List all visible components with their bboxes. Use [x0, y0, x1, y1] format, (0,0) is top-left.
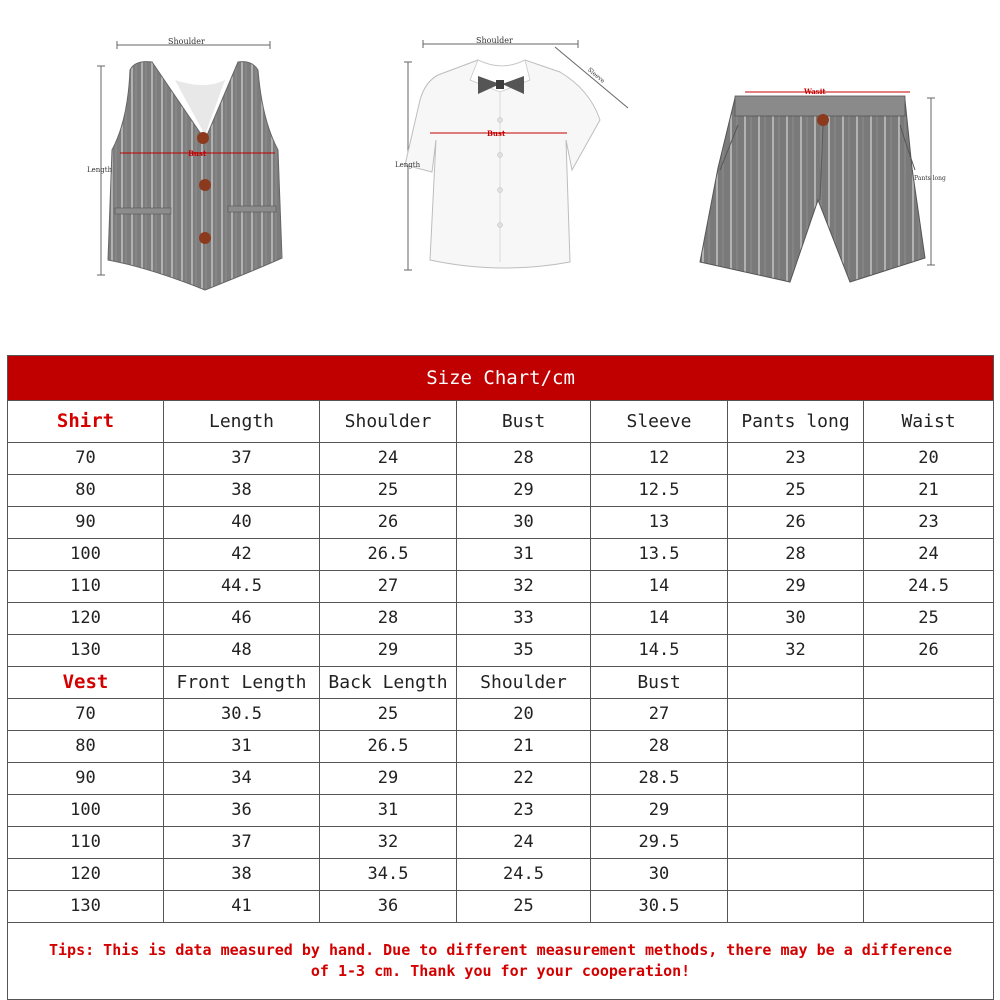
measurement-cell: 13.5 — [591, 539, 728, 571]
measurement-cell: 14 — [591, 571, 728, 603]
shirt-sleeve-label: Sleeve — [586, 66, 606, 85]
measurement-cell: 30.5 — [164, 699, 320, 731]
size-chart-table — [7, 355, 994, 1000]
size-cell: 80 — [8, 731, 164, 763]
measurement-cell — [728, 795, 864, 827]
tips-row — [8, 923, 994, 1000]
measurement-cell: 23 — [864, 507, 994, 539]
size-chart-title: Size Chart/cm — [8, 356, 994, 401]
measurement-cell: 20 — [457, 699, 591, 731]
product-illustrations — [0, 0, 1000, 340]
measurement-cell: 30.5 — [591, 891, 728, 923]
measurement-cell: 28.5 — [591, 763, 728, 795]
size-cell: 90 — [8, 763, 164, 795]
measurement-cell — [864, 731, 994, 763]
size-cell: 120 — [8, 859, 164, 891]
measurement-cell: 26 — [864, 635, 994, 667]
measurement-cell: 29 — [591, 795, 728, 827]
shirt-length-label: Length — [395, 161, 421, 169]
table-row — [8, 763, 994, 795]
vest-column-header: Shoulder — [457, 667, 591, 699]
shirt-column-header: Waist — [864, 401, 994, 443]
table-row — [8, 635, 994, 667]
vest-column-header: Front Length — [164, 667, 320, 699]
vest-bust-label: Bust — [188, 149, 207, 158]
table-row — [8, 731, 994, 763]
vest-header-row — [8, 667, 994, 699]
measurement-cell: 36 — [164, 795, 320, 827]
measurement-cell: 29 — [320, 635, 457, 667]
measurement-cell: 28 — [728, 539, 864, 571]
measurement-cell: 28 — [591, 731, 728, 763]
measurement-cell: 21 — [457, 731, 591, 763]
measurement-cell: 37 — [164, 443, 320, 475]
measurement-cell: 42 — [164, 539, 320, 571]
measurement-cell — [728, 731, 864, 763]
measurement-cell: 22 — [457, 763, 591, 795]
size-cell: 100 — [8, 795, 164, 827]
vest-length-label: Length — [87, 166, 113, 174]
measurement-cell: 21 — [864, 475, 994, 507]
measurement-cell — [728, 859, 864, 891]
measurement-cell: 24 — [864, 539, 994, 571]
shorts-pants-long-label: Pants long — [914, 175, 946, 182]
measurement-cell — [864, 891, 994, 923]
vest-column-header: Back Length — [320, 667, 457, 699]
measurement-cell: 31 — [320, 795, 457, 827]
measurement-cell: 25 — [457, 891, 591, 923]
table-row — [8, 539, 994, 571]
table-row — [8, 603, 994, 635]
measurement-cell: 34.5 — [320, 859, 457, 891]
measurement-cell: 34 — [164, 763, 320, 795]
measurement-cell: 25 — [320, 699, 457, 731]
measurement-cell — [864, 859, 994, 891]
size-cell: 100 — [8, 539, 164, 571]
measurement-cell: 24.5 — [457, 859, 591, 891]
measurement-cell: 30 — [728, 603, 864, 635]
measurement-cell: 26 — [728, 507, 864, 539]
table-row — [8, 475, 994, 507]
measurement-cell: 25 — [728, 475, 864, 507]
measurement-cell — [728, 827, 864, 859]
vest-drawing — [97, 41, 282, 290]
vest-column-header — [864, 667, 994, 699]
measurement-cell — [728, 891, 864, 923]
shorts-waist-label: Wasit — [804, 87, 826, 96]
garment-drawings — [0, 0, 1000, 340]
shirt-column-header: Length — [164, 401, 320, 443]
measurement-cell: 27 — [591, 699, 728, 731]
measurement-cell: 25 — [320, 475, 457, 507]
measurement-cell: 38 — [164, 475, 320, 507]
measurement-cell — [728, 763, 864, 795]
shirt-header-row — [8, 401, 994, 443]
measurement-cell: 29 — [728, 571, 864, 603]
measurement-cell: 13 — [591, 507, 728, 539]
vest-column-header — [728, 667, 864, 699]
measurement-cell: 29.5 — [591, 827, 728, 859]
size-cell: 110 — [8, 827, 164, 859]
shirt-column-header: Pants long — [728, 401, 864, 443]
measurement-cell: 36 — [320, 891, 457, 923]
measurement-cell: 24 — [457, 827, 591, 859]
size-cell: 90 — [8, 507, 164, 539]
measurement-cell: 25 — [864, 603, 994, 635]
size-cell: 130 — [8, 891, 164, 923]
measurement-cell — [864, 827, 994, 859]
measurement-cell: 46 — [164, 603, 320, 635]
measurement-cell: 44.5 — [164, 571, 320, 603]
measurement-cell: 14.5 — [591, 635, 728, 667]
measurement-cell: 31 — [457, 539, 591, 571]
measurement-cell — [864, 795, 994, 827]
measurement-cell — [864, 763, 994, 795]
measurement-cell: 40 — [164, 507, 320, 539]
shirt-column-header: Shoulder — [320, 401, 457, 443]
measurement-cell: 28 — [457, 443, 591, 475]
size-cell: 110 — [8, 571, 164, 603]
measurement-cell: 29 — [320, 763, 457, 795]
measurement-cell: 23 — [457, 795, 591, 827]
measurement-cell: 32 — [457, 571, 591, 603]
shirt-column-header: Sleeve — [591, 401, 728, 443]
measurement-cell: 12.5 — [591, 475, 728, 507]
size-cell: 80 — [8, 475, 164, 507]
measurement-cell: 23 — [728, 443, 864, 475]
shirt-shoulder-label: Shoulder — [476, 36, 513, 45]
shorts-drawing — [700, 92, 935, 282]
measurement-cell: 37 — [164, 827, 320, 859]
shirt-column-header: Bust — [457, 401, 591, 443]
measurement-cell: 32 — [728, 635, 864, 667]
measurement-cell: 12 — [591, 443, 728, 475]
measurement-cell — [728, 699, 864, 731]
size-cell: 120 — [8, 603, 164, 635]
measurement-cell: 30 — [457, 507, 591, 539]
table-row — [8, 443, 994, 475]
vest-shoulder-label: Shoulder — [168, 37, 205, 46]
size-cell: 70 — [8, 699, 164, 731]
measurement-cell — [864, 699, 994, 731]
table-row — [8, 699, 994, 731]
measurement-cell: 26 — [320, 507, 457, 539]
measurement-cell: 48 — [164, 635, 320, 667]
measurement-cell: 26.5 — [320, 731, 457, 763]
measurement-cell: 35 — [457, 635, 591, 667]
measurement-cell: 14 — [591, 603, 728, 635]
table-row — [8, 795, 994, 827]
table-row — [8, 859, 994, 891]
measurement-cell: 33 — [457, 603, 591, 635]
tips-text: Tips: This is data measured by hand. Due to different measurement methods, there may be a difference of 1-3 cm. Thank you for your cooperation! — [8, 923, 994, 1000]
measurement-cell: 28 — [320, 603, 457, 635]
size-cell: 130 — [8, 635, 164, 667]
shirt-section-label: Shirt — [8, 401, 164, 443]
vest-column-header: Bust — [591, 667, 728, 699]
measurement-cell: 29 — [457, 475, 591, 507]
table-row — [8, 507, 994, 539]
size-cell: 70 — [8, 443, 164, 475]
measurement-cell: 24 — [320, 443, 457, 475]
measurement-cell: 27 — [320, 571, 457, 603]
measurement-cell: 31 — [164, 731, 320, 763]
measurement-cell: 26.5 — [320, 539, 457, 571]
table-row — [8, 571, 994, 603]
size-chart-body — [8, 356, 994, 1000]
measurement-cell: 32 — [320, 827, 457, 859]
table-row — [8, 891, 994, 923]
measurement-cell: 20 — [864, 443, 994, 475]
shirt-bust-label: Bust — [487, 129, 506, 138]
measurement-cell: 41 — [164, 891, 320, 923]
table-row — [8, 827, 994, 859]
measurement-cell: 38 — [164, 859, 320, 891]
vest-section-label: Vest — [8, 667, 164, 699]
measurement-cell: 24.5 — [864, 571, 994, 603]
measurement-cell: 30 — [591, 859, 728, 891]
